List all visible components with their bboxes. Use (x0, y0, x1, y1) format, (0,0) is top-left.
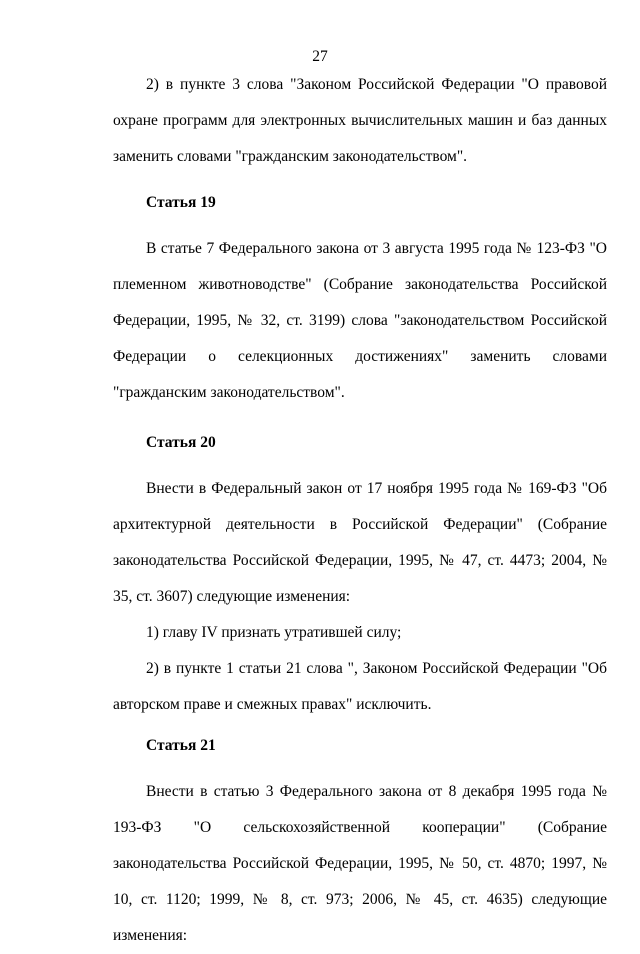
paragraph-article-20-item-1: 1) главу IV признать утратившей силу; (146, 624, 402, 641)
paragraph-article-19: В статье 7 Федерального закона от 3 августа 1995 года № 123-ФЗ "О племенном животноводстве" (Собрание законодательства Российской Федерации, 1995, № 32, ст. 3199) слова "законодательством Российской Федерации о селекционных достижениях" заменить словами "гражданским законодательством". (113, 240, 607, 401)
heading-article-19: Статья 19 (146, 194, 216, 211)
paragraph-article-20-item-2: 2) в пункте 1 статьи 21 слова ", Законом Российской Федерации "Об авторском праве и смежных правах" исключить. (113, 660, 607, 713)
paragraph-article-20-intro: Внести в Федеральный закон от 17 ноября 1995 года № 169-ФЗ "Об архитектурной деятельности в Российской Федерации" (Собрание законодательства Российской Федерации, 1995, № 47, ст. 4473; 2004, № 35, ст. 3607) следующие изменения: (113, 480, 607, 605)
document-body (113, 67, 607, 954)
page-number: 27 (312, 48, 328, 65)
paragraph-item-2: 2) в пункте 3 слова "Законом Российской Федерации "О правовой охране программ для электронных вычислительных машин и баз данных заменить словами "гражданским законодательством". (113, 76, 607, 165)
paragraph-article-21-intro: Внести в статью 3 Федерального закона от 8 декабря 1995 года № 193-ФЗ "О сельскохозяйственной кооперации" (Собрание законодательства Российской Федерации, 1995, № 50, ст. 4870; 1997, № 10, ст. 1120; 1999, № 8, ст. 973; 2006, № 45, ст. 4635) следующие изменения: (113, 783, 607, 944)
heading-article-20: Статья 20 (146, 434, 216, 451)
heading-article-21: Статья 21 (146, 737, 216, 754)
